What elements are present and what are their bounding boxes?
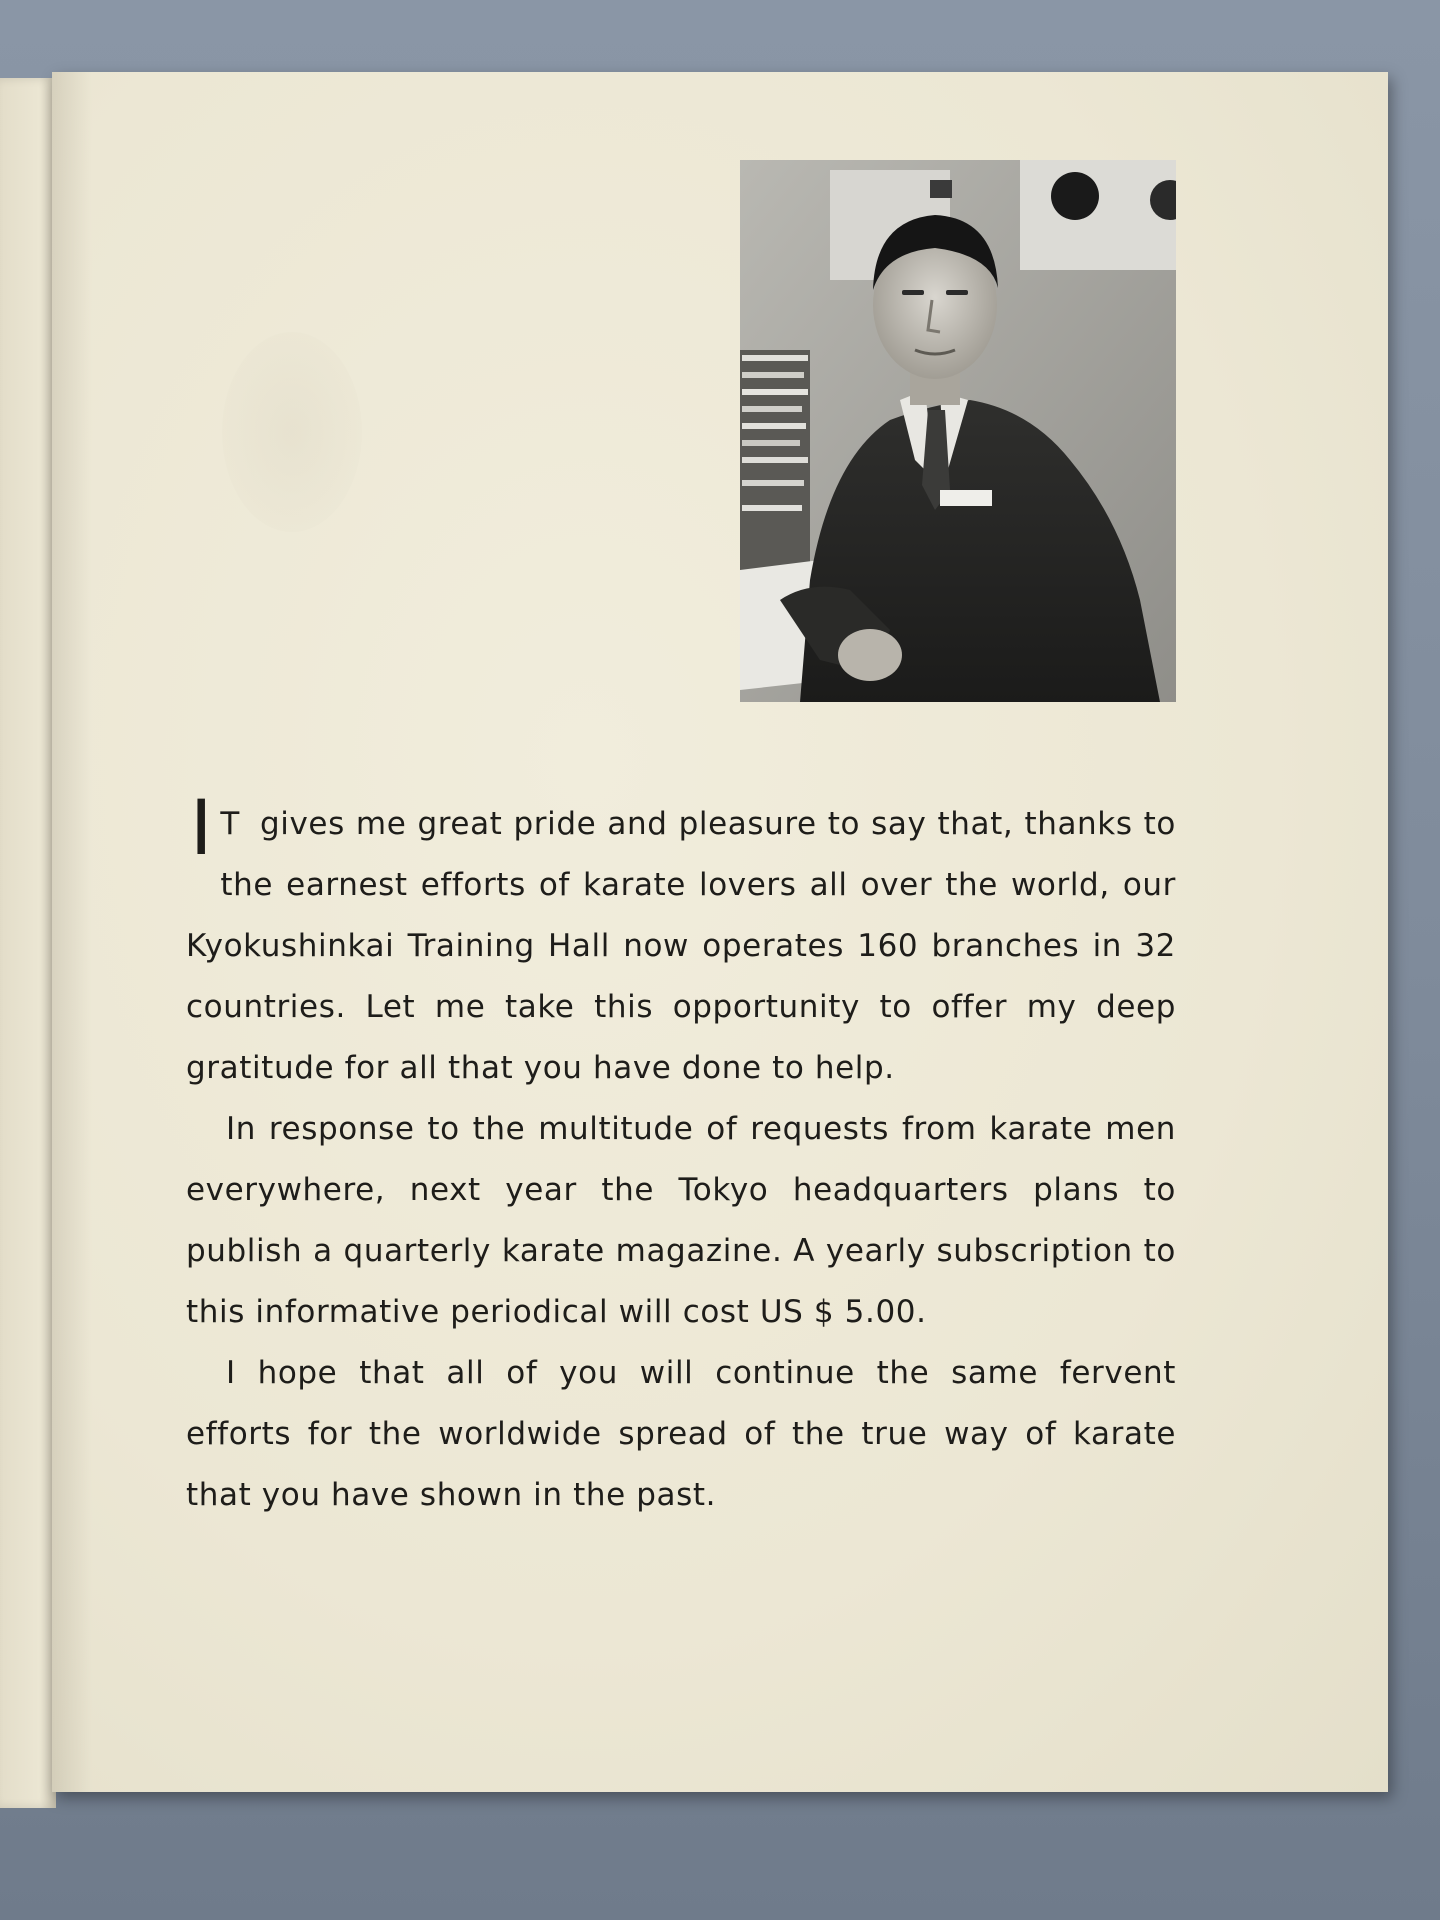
faint-stamp-mark bbox=[222, 332, 362, 532]
paragraph-3: I hope that all of you will continue the same fervent efforts for the worldwide spread of the true way of karate that you have shown in the past. bbox=[186, 1355, 1176, 1513]
body-text bbox=[186, 783, 1176, 1526]
paragraph-1 bbox=[186, 783, 1176, 1099]
gutter-shadow bbox=[52, 72, 92, 1792]
paragraph-2: In response to the multitude of requests from karate men everywhere, next year the Tokyo headquarters plans to publish a quarterly karate magazine. A yearly subscription to this informative periodical will cost US $ 5.00. bbox=[186, 1111, 1176, 1330]
drop-cap: I bbox=[190, 783, 213, 872]
portrait-photo bbox=[740, 160, 1176, 702]
booklet-page bbox=[52, 72, 1388, 1792]
paragraph-1-text: gives me great pride and pleasure to say that, thanks to the earnest efforts of karate lovers all over the world, our Kyokushinkai Training Hall now operates 160 branches in 32 countries. Let me take this opportunity to offer my deep gratitude for all that you have done to help. bbox=[186, 806, 1176, 1086]
left-page-edge bbox=[0, 78, 56, 1808]
first-word-rest: T bbox=[220, 806, 240, 842]
